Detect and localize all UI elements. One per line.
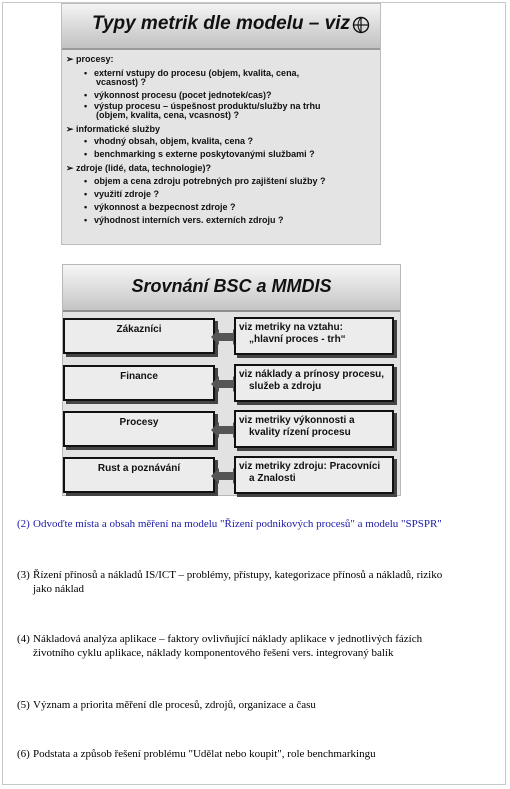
question-item: [17, 568, 509, 596]
slide-title-bar: [63, 265, 400, 312]
metric-line: viz metriky zdroju: Pracovníci: [239, 461, 381, 472]
bullet-text: (objem, kvalita, cena, vcasnost) ?: [96, 110, 240, 120]
question-text: Nákladová analýza aplikace – faktory ovlivňující náklady aplikace v jednotlivých fázích: [33, 633, 423, 645]
question-number: (2): [17, 518, 30, 530]
bullet-text: objem a cena zdroju potrebných pro zajištení služby ?: [94, 176, 326, 186]
dot-bullet-icon: •: [84, 202, 88, 212]
metric-line: služeb a zdroju: [249, 381, 322, 392]
dot-bullet-icon: •: [84, 101, 88, 111]
bullet-text: výkonnost a bezpecnost zdroje ?: [94, 202, 236, 212]
bullet-text: výstup procesu – úspešnost produktu/služby na trhu: [94, 101, 321, 111]
bullet-text: externí vstupy do procesu (objem, kvalita, cena,: [94, 68, 300, 78]
arrow-bullet-icon: ➢: [66, 54, 74, 64]
slide-bullet-line: [84, 190, 159, 199]
dot-bullet-icon: •: [84, 68, 88, 78]
dot-bullet-icon: •: [84, 90, 88, 100]
arrow-bullet-icon: ➢: [66, 124, 74, 134]
bullet-text: využití zdroje ?: [94, 189, 160, 199]
slide-bullet-line: [96, 78, 146, 87]
dot-bullet-icon: •: [84, 189, 88, 199]
question-text-continued: jako náklad: [33, 583, 85, 595]
dot-bullet-icon: •: [84, 176, 88, 186]
question-number: (6): [17, 748, 30, 760]
question-item: [17, 517, 509, 531]
slide-title: Typy metrik dle modelu – viz: [92, 13, 350, 34]
bullet-text: výkonnost procesu (pocet jednotek/cas)?: [94, 90, 272, 100]
bullet-text: vhodný obsah, objem, kvalita, cena ?: [94, 136, 254, 146]
slide-metric-types: [61, 3, 381, 245]
bullet-text: zdroje (lidé, data, technologie)?: [76, 163, 212, 173]
question-item: [17, 632, 509, 660]
slide-bullet-line: [96, 111, 239, 120]
slide-bullet-line: [66, 164, 211, 173]
slide-bullet-line: [66, 125, 160, 134]
slide-bullet-line: [84, 150, 315, 159]
bullet-text: benchmarking s externe poskytovanými službami ?: [94, 149, 315, 159]
slide-bullet-line: [84, 203, 236, 212]
slide-bullet-line: [66, 55, 114, 64]
arrow-bullet-icon: ➢: [66, 163, 74, 173]
mmdis-metric-box: [234, 410, 394, 448]
question-text: Podstata a způsob řešení problému "Udělat nebo koupit", role benchmarkingu: [33, 748, 376, 760]
question-number: (4): [17, 633, 30, 645]
dot-bullet-icon: •: [84, 149, 88, 159]
mmdis-metric-box: [234, 364, 394, 402]
slide-title-bar: [62, 4, 380, 50]
bsc-perspective-box: Rust a poznávání: [63, 457, 215, 493]
dot-bullet-icon: •: [84, 136, 88, 146]
slide-bullet-line: [84, 137, 253, 146]
bsc-perspective-box: Zákazníci: [63, 318, 215, 354]
bullet-text: vcasnost) ?: [96, 77, 147, 87]
slide-bullet-line: [84, 216, 284, 225]
slide-bullet-line: [84, 177, 326, 186]
metric-line: „hlavní proces - trh“: [249, 334, 346, 345]
question-number: (5): [17, 699, 30, 711]
bsc-perspective-box: Finance: [63, 365, 215, 401]
bullet-text: informatické služby: [76, 124, 161, 134]
metric-line: viz náklady a prínosy procesu,: [239, 369, 385, 380]
slide-title: Srovnání BSC a MMDIS: [131, 276, 332, 296]
globe-icon: [352, 16, 370, 34]
question-text-continued: životního cyklu aplikace, náklady komponentového řešení vers. integrovaný balík: [33, 647, 394, 659]
question-text: Význam a priorita měření dle procesů, zdrojů, organizace a času: [33, 699, 316, 711]
slide-bullet-line: [84, 91, 272, 100]
metric-line: viz metriky výkonnosti a: [239, 415, 355, 426]
metric-line: a Znalosti: [249, 473, 296, 484]
mmdis-metric-box: [234, 317, 394, 355]
question-item: [17, 698, 509, 712]
bullet-text: procesy:: [76, 54, 114, 64]
metric-line: kvality rízení procesu: [249, 427, 351, 438]
bullet-text: výhodnost interních vers. externích zdroju ?: [94, 215, 284, 225]
slide-bsc-comparison: [62, 264, 401, 496]
mmdis-metric-box: [234, 456, 394, 494]
dot-bullet-icon: •: [84, 215, 88, 225]
bsc-perspective-box: Procesy: [63, 411, 215, 447]
question-text: Odvoďte místa a obsah měření na modelu "Řízení podnikových procesů" a modelu "SPSPR": [33, 518, 442, 530]
metric-line: viz metriky na vztahu:: [239, 322, 343, 333]
question-number: (3): [17, 569, 30, 581]
question-item: [17, 747, 509, 761]
question-text: Řízení přínosů a nákladů IS/ICT – problémy, přístupy, kategorizace přínosů a nákladů, riziko: [33, 569, 443, 581]
